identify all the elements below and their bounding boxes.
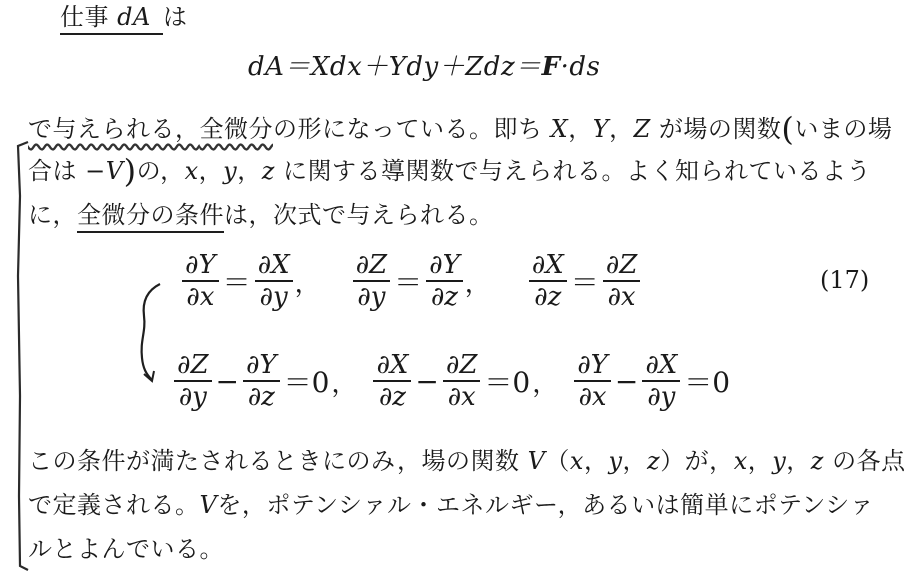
p1-l1-g: いまの場	[794, 115, 893, 143]
open-paren: (	[781, 110, 795, 148]
p2-l1-h: の各点	[823, 447, 906, 475]
var-Z: Z	[633, 115, 651, 143]
work-equation	[248, 52, 600, 82]
p2-l1-d: ，	[622, 447, 648, 475]
p1-l1-a: で与えられる，	[28, 115, 200, 143]
fraction: $\frac{\partial Z}{\partial x}$	[603, 250, 641, 312]
p2-l1-a: この条件が満たされるときにのみ，場の関数	[28, 447, 528, 475]
paragraph1-line2	[28, 152, 872, 190]
var-z2: z	[810, 447, 824, 475]
var-x2: x	[733, 447, 748, 475]
fraction: $\frac{\partial Y}{\partial x}$	[574, 350, 611, 412]
p1-l2-c: ，	[198, 157, 224, 185]
p2-l2-a: で定義される。	[28, 491, 200, 519]
p2-l3: ルとよんでいる。	[28, 535, 224, 563]
fraction: $\frac{\partial X}{\partial z}$	[373, 350, 411, 412]
equation-number: (17)	[820, 266, 870, 294]
p2-l1-c: ，	[583, 447, 609, 475]
var-x: x	[569, 447, 584, 475]
force-vector: F	[541, 52, 561, 82]
p2-l1-g: ，	[786, 447, 811, 475]
p1-l1-f: が場の関数	[650, 115, 782, 143]
p1-l3-c: は，次式で与えられる。	[224, 201, 494, 229]
fraction: $\frac{\partial Y}{\partial z}$	[243, 350, 280, 412]
var-y: y	[608, 447, 623, 475]
total-differential-condition: 全微分の条件	[77, 201, 224, 233]
fraction: $\frac{\partial X}{\partial y}$	[642, 350, 680, 412]
fraction: $\frac{\partial Z}{\partial x}$	[443, 350, 481, 412]
close-paren: )	[123, 152, 137, 190]
fraction: $\frac{\partial Y}{\partial z}$	[426, 250, 463, 312]
var-Y: Y	[592, 115, 610, 143]
paragraph2-line1	[28, 446, 906, 476]
paragraph1-line1	[28, 110, 893, 148]
work-equation-body: dA＝Xdx＋Ydy＋Zdz＝	[248, 52, 542, 82]
p2-l1-f: ，	[747, 447, 773, 475]
var-y2: y	[772, 447, 787, 475]
var-z: z	[261, 157, 275, 185]
conditions-row2: $\frac{\partial Z}{\partial y}$ − $\frac{\partial Y}{\partial z}$ ＝0， $\frac{\partial X}{\partial z}$ − $\frac{\partial Z}{\partial x}$ ＝0， $\frac{\partial Y}{\partial x}$ − $\frac{\partial X}{\partial y}$ ＝0	[172, 350, 732, 412]
neg-V: −V	[85, 157, 124, 185]
fraction: $\frac{\partial X}{\partial y}$	[255, 250, 293, 312]
var-X: X	[550, 115, 569, 143]
p1-l3-a: に，	[28, 201, 77, 229]
work-equation-tail: ·ds	[560, 52, 601, 82]
section-heading	[60, 2, 187, 32]
p1-l2-d: ，	[237, 157, 262, 185]
p1-l1-d: ，	[568, 115, 593, 143]
curly-brace-arrow-icon	[130, 270, 170, 390]
paragraph2-line3	[28, 534, 224, 564]
paragraph1-line3	[28, 200, 494, 230]
p1-l2-a: 合は	[28, 157, 86, 185]
total-differential-term: 全微分	[199, 115, 273, 143]
p1-l1-e: ，	[609, 115, 634, 143]
var-x: x	[184, 157, 199, 185]
margin-bracket-icon	[6, 136, 36, 576]
fraction: $\frac{\partial Y}{\partial x}$	[182, 250, 219, 312]
p1-l1-c: の形になっている。即ち	[273, 115, 551, 143]
var-z: z	[647, 447, 661, 475]
fraction: $\frac{\partial Z}{\partial y}$	[174, 350, 212, 412]
p1-l2-b: の，	[136, 157, 185, 185]
fraction: $\frac{\partial X}{\partial z}$	[529, 250, 567, 312]
p2-l1-e: ）が，	[660, 447, 734, 475]
var-V: V	[527, 447, 546, 475]
var-y: y	[223, 157, 238, 185]
p2-l2-b: を，ポテンシァル・エネルギー，あるいは簡単にポテンシァ	[217, 491, 875, 519]
fraction: $\frac{\partial Z}{\partial y}$	[353, 250, 391, 312]
p2-l1-b: （	[545, 447, 570, 475]
heading-text: 仕事	[60, 3, 118, 31]
var-V: V	[199, 491, 218, 519]
p1-l2-e: に関する導関数で与えられる。よく知られているよう	[274, 157, 872, 185]
conditions-row1: $\frac{\partial Y}{\partial x}$ ＝ $\frac{\partial X}{\partial y}$ ， $\frac{\partial Z}{\partial y}$ ＝ $\frac{\partial Y}{\partial z}$ ， $\frac{\partial X}{\partial z}$ ＝ $\frac{\partial Z}{\partial x}$	[180, 250, 642, 312]
heading-variable: dA	[117, 3, 151, 31]
heading-suffix: は	[162, 3, 188, 31]
paragraph2-line2	[28, 490, 874, 520]
